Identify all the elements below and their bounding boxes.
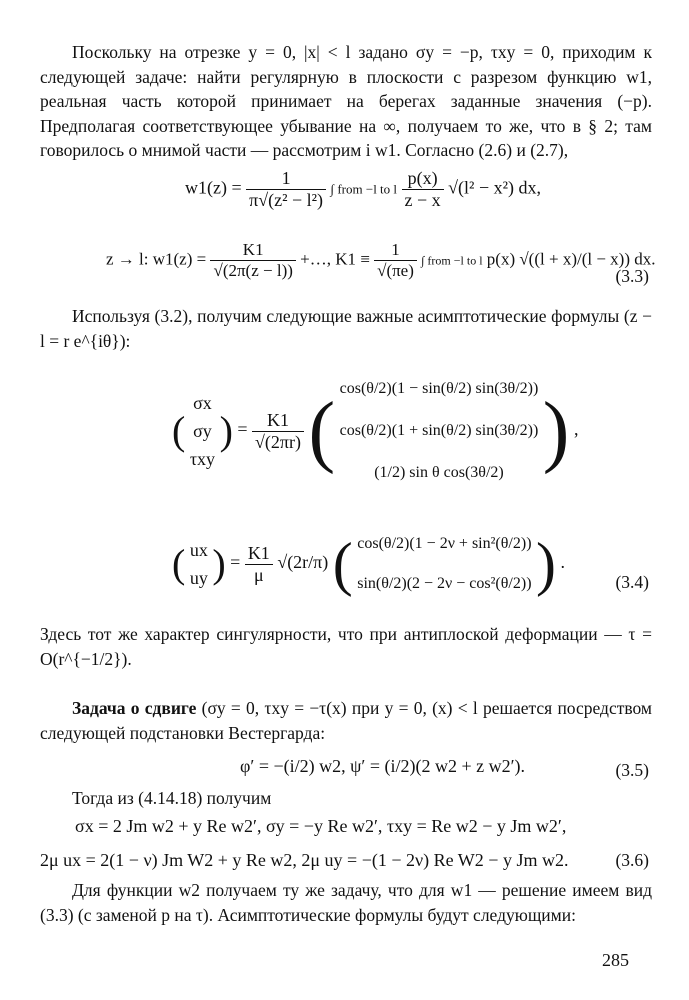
displacement-vector bbox=[190, 536, 208, 592]
equation-number-3-3: (3.3) bbox=[615, 266, 649, 286]
stress-vector bbox=[190, 389, 215, 473]
disp-u-x: ux bbox=[189, 540, 208, 560]
stress-coef-num: K1 bbox=[252, 410, 304, 432]
eq-w1-integrand-num: p(x) bbox=[402, 168, 444, 190]
paragraph-w2: Для функции w2 получаем ту же задачу, что для w1 — решение имеем вид (3.3) (с заменой p на τ). Асимптотические формулы будут следующими: bbox=[40, 880, 652, 925]
eq-asym-k-num: 1 bbox=[374, 240, 417, 261]
stress-tail: , bbox=[573, 419, 579, 440]
disp-coef-den: μ bbox=[253, 564, 264, 585]
equation-stress-field: ( σx σy τxy ) = $\frac{K1}{√(2\pi r)}$ ( cos(θ/2)(1 − sin(θ/2) sin(3θ/2)) cos(θ/2)(1 + sin(θ/2) sin(3θ/2)) (1/2) sin θ cos(3θ/2) ) , bbox=[172, 368, 578, 494]
stress-row-3: (1/2) sin θ cos(3θ/2) bbox=[374, 464, 504, 481]
stress-tau-xy: τxy bbox=[189, 449, 216, 469]
shear-problem-text: (σy = 0, τxy = −τ(x) при y = 0, (x) < l решается посредством следующей подстановки Вестергарда: bbox=[40, 698, 652, 743]
equation-asymptotic-w1 bbox=[106, 240, 656, 281]
equation-number-3-6: (3.6) bbox=[615, 850, 649, 870]
eq-w1-tail: √(l² − x²) dx, bbox=[448, 177, 541, 198]
equation-w1 bbox=[185, 168, 541, 211]
eq-asym-integral: ∫ from −l to l bbox=[421, 253, 483, 268]
paragraph-intro: Поскольку на отрезке y = 0, |x| < l задано σy = −p, τxy = 0, приходим к следующей задаче: найти регулярную в плоскости с разрезом функцию w1, реальная часть которой принимает на берегах заданные значения (−p). Предполагая соответствующее убывание на ∞, получаем то же, что в § 2; там говорилось о мнимой части — рассмотрим i w1. Согласно (2.6) и (2.7), bbox=[40, 42, 652, 160]
stress-coef-den: √(2πr) bbox=[255, 431, 301, 452]
shear-problem-title: Задача о сдвиге bbox=[72, 698, 197, 718]
paragraph-shear-problem bbox=[40, 696, 652, 745]
stress-sigma-x: σx bbox=[193, 393, 212, 413]
disp-u-y: uy bbox=[189, 568, 208, 588]
paragraph-asymptotic: Используя (3.2), получим следующие важные асимптотические формулы (z − l = r e^{iθ}): bbox=[40, 306, 652, 351]
disp-row-1: cos(θ/2)(1 − 2ν + sin²(θ/2)) bbox=[357, 535, 532, 552]
stress-matrix bbox=[340, 368, 539, 494]
disp-row-2: sin(θ/2)(2 − 2ν − cos²(θ/2)) bbox=[357, 575, 532, 592]
equation-stresses-shear: σx = 2 Jm w2 + y Re w2′, σy = −y Re w2′, τxy = Re w2 − y Jm w2′, bbox=[75, 816, 567, 836]
equation-displacements-shear: 2μ ux = 2(1 − ν) Jm W2 + y Re w2, 2μ uy = −(1 − 2ν) Re W2 − y Jm w2. bbox=[40, 850, 569, 870]
page-number: 285 bbox=[602, 950, 629, 970]
eq-w1-den: π√(z² − l²) bbox=[249, 190, 324, 210]
eq-asym-tail: p(x) √((l + x)/(l − x)) dx. bbox=[486, 249, 656, 269]
equation-number-3-4: (3.4) bbox=[615, 572, 649, 592]
displacement-matrix bbox=[357, 524, 531, 604]
disp-sqrt: √(2r/π) bbox=[277, 552, 329, 573]
eq-w1-num: 1 bbox=[246, 168, 326, 190]
eq-asym-mid: +…, K1 ≡ bbox=[300, 249, 370, 269]
eq-w1-integral: ∫ from −l to l bbox=[330, 181, 398, 197]
eq-w1-left: w1(z) = bbox=[185, 177, 242, 198]
eq-asym-k-den: √(πe) bbox=[377, 261, 414, 280]
equation-displacement-field: ( ux uy ) = $\frac{K1}{\mu}$ √(2r/π) ( cos(θ/2)(1 − 2ν + sin²(θ/2)) sin(θ/2)(2 − 2ν − cos²(θ/2)) ) . bbox=[172, 524, 565, 604]
eq-asym-num: K1 bbox=[210, 240, 295, 261]
equation-number-3-5: (3.5) bbox=[615, 760, 649, 780]
stress-sigma-y: σy bbox=[193, 421, 212, 441]
disp-tail: . bbox=[560, 552, 565, 573]
eq-asym-den: √(2π(z − l)) bbox=[213, 261, 293, 280]
eq-w1-integrand-den: z − x bbox=[404, 190, 441, 210]
stress-row-1: cos(θ/2)(1 − sin(θ/2) sin(3θ/2)) bbox=[339, 380, 539, 397]
disp-coef-num: K1 bbox=[245, 543, 273, 565]
eq-asym-lead: z → l: w1(z) = bbox=[106, 249, 207, 269]
paragraph-singularity: Здесь тот же характер сингулярности, что при антиплоской деформации — τ = O(r^{−1/2}). bbox=[40, 624, 652, 669]
equation-westergaard: φ′ = −(i/2) w2, ψ′ = (i/2)(2 w2 + z w2′). bbox=[240, 756, 526, 776]
paragraph-then: Тогда из (4.14.18) получим bbox=[72, 788, 272, 808]
stress-row-2: cos(θ/2)(1 + sin(θ/2) sin(3θ/2)) bbox=[339, 422, 539, 439]
